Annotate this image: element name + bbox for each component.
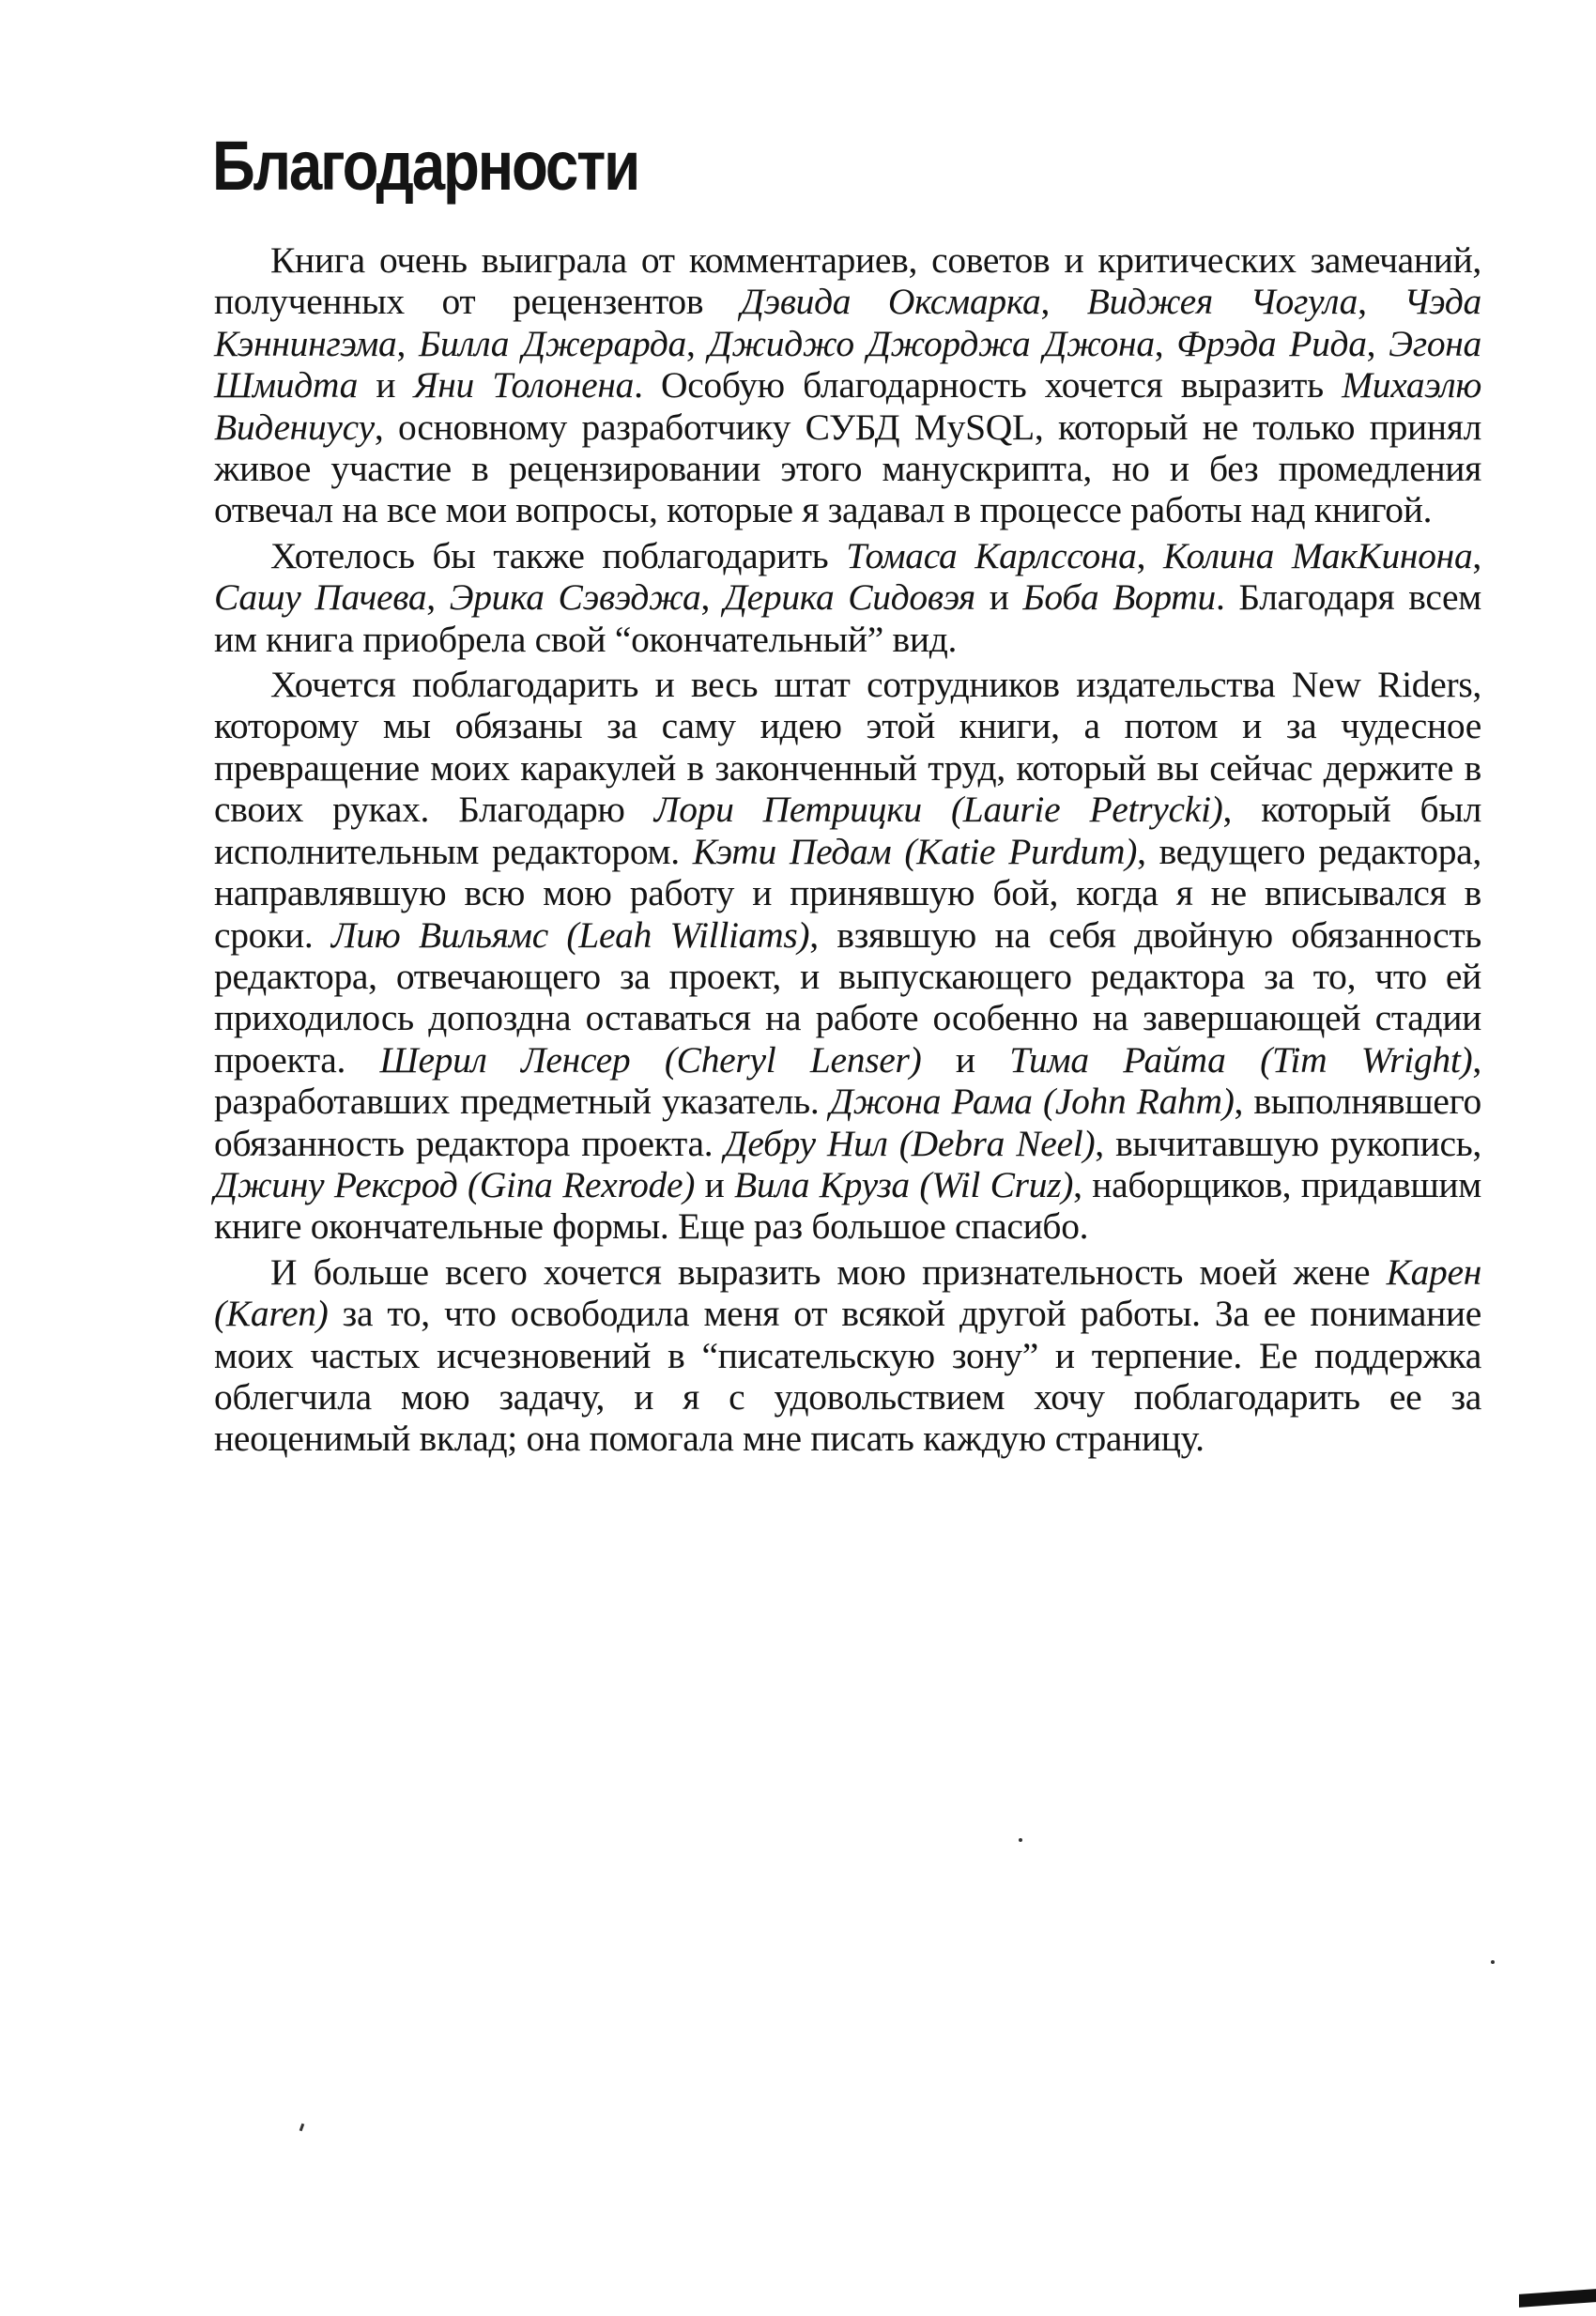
text-run: Хочется поблагодарить и весь штат сотрудников издательства New Riders, которому мы обязаны за саму идею этой книги, а потом и за чудесное превращение моих каракулей в законченный труд, который вы сейчас держите в своих руках. Благодарю — [214, 664, 1481, 831]
text-run: , вычитавшую рукопись, — [1095, 1122, 1481, 1164]
paragraph-wife — [214, 1251, 1481, 1460]
italic-name: Дэвида Оксмарка — [740, 281, 1041, 323]
page-title: Благодарности — [212, 127, 639, 205]
text-run: и — [974, 576, 1023, 619]
italic-name: Дерика Сидовэя — [723, 576, 975, 619]
text-run: . Особую благодарность хочется выразить — [634, 364, 1343, 406]
text-run: и — [695, 1163, 735, 1205]
text-run: И больше всего хочется выразить мою признательность моей жене — [270, 1250, 1387, 1293]
text-run: , основному разработчику СУБД MySQL, который не только принял живое участие в рецензировании этого манускрипта, но и без промедления отвечал на все мои вопросы, которые я задавал в процессе работы над книгой. — [214, 406, 1481, 531]
italic-name: Колина МакКинона — [1163, 534, 1473, 576]
text-run: , — [1040, 281, 1087, 323]
text-run: , — [396, 322, 419, 364]
italic-name: Чэда Кэннингэма — [214, 281, 1481, 364]
scan-speck — [299, 2124, 305, 2132]
paragraph-publisher-staff — [214, 664, 1481, 1248]
italic-name: Дебру Нил (Debra Neel) — [724, 1122, 1096, 1164]
italic-name: Джона Рама (John Rahm) — [829, 1081, 1235, 1123]
text-run: , — [1136, 534, 1164, 576]
italic-name: Яни Толонена — [413, 364, 635, 406]
italic-name: Вила Круза (Wil Cruz) — [734, 1163, 1074, 1205]
text-run: , разработавших предметный указатель. — [214, 1038, 1481, 1123]
text-run: , взявшую на себя двойную обязанность редактора, отвечающего за проект, и выпускающего редактора за то, что ей приходилось допоздна оставаться на работе особенно на завершающей стадии проекта. — [214, 913, 1481, 1081]
italic-name: Томаса Карлссона — [846, 534, 1137, 576]
text-run: , ведущего редактора, направлявшую всю мою работу и принявшую бой, когда я не вписывался в сроки. — [214, 830, 1481, 956]
italic-name: Билла Джерарда — [418, 322, 687, 364]
scan-speck — [1491, 1960, 1495, 1964]
text-run: Книга очень выиграла от комментариев, советов и критических замечаний, полученных от рецензентов — [214, 239, 1481, 323]
italic-name: Боба Ворти — [1022, 576, 1216, 619]
italic-name: Тима Райта (Tim Wright) — [1009, 1038, 1473, 1081]
italic-name: Шерил Ленсер (Cheryl Lenser) — [379, 1038, 922, 1081]
text-run: , — [700, 576, 724, 619]
text-run: , — [686, 322, 709, 364]
text-run: , — [426, 576, 450, 619]
italic-name: Эрика Сэвэджа — [449, 576, 701, 619]
page-corner-mark — [1519, 2289, 1596, 2308]
italic-name: Джину Рексрод (Gina Rexrode) — [214, 1163, 696, 1205]
text-run: и — [921, 1038, 1010, 1081]
italic-name: Михаэлю Видениусу — [214, 364, 1481, 448]
paragraph-additional-thanks — [214, 535, 1481, 660]
scan-speck — [1019, 1838, 1022, 1842]
italic-name: Кэти Педам (Katie Purdum) — [692, 830, 1138, 872]
italic-name: Фрэда Рида — [1176, 322, 1367, 364]
text-run: , наборщиков, придавшим книге окончательные формы. Еще раз большое спасибо. — [214, 1163, 1481, 1248]
text-run: , — [1472, 534, 1481, 576]
italic-name: Виджея Чогула — [1086, 281, 1358, 323]
text-run: , — [1358, 281, 1404, 323]
text-run: . Благодаря всем им книга приобрела свой “окончательный” вид. — [214, 576, 1481, 660]
italic-name: Джиджо Джорджа Джона — [708, 322, 1155, 364]
text-run: , который был исполнительным редактором. — [214, 789, 1481, 872]
text-run: , выполнявшего обязанность редактора проекта. — [214, 1081, 1481, 1164]
italic-name: Карен (Karen) — [214, 1250, 1481, 1335]
italic-name: Сашу Пачева — [214, 576, 427, 619]
acknowledgements-body — [214, 239, 1481, 1464]
paragraph-reviewers — [214, 239, 1481, 531]
italic-name: Лию Вильямс (Leah Williams) — [330, 913, 810, 956]
text-run: , — [1154, 322, 1177, 364]
text-run: Хотелось бы также поблагодарить — [270, 534, 847, 576]
italic-name: Лори Петрицки (Laurie Petrycki) — [653, 789, 1223, 831]
text-run: и — [358, 364, 414, 406]
text-run: за то, что освободила меня от всякой другой работы. За ее понимание моих частых исчезновений в “писательскую зону” и терпение. Ее поддержка облегчила мою задачу, и я с удовольствием хочу поблагодарить ее за неоценимый вклад; она помогала мне писать каждую страницу. — [214, 1293, 1481, 1460]
text-run: , — [1366, 322, 1389, 364]
italic-name: Эгона Шмидта — [214, 322, 1482, 406]
